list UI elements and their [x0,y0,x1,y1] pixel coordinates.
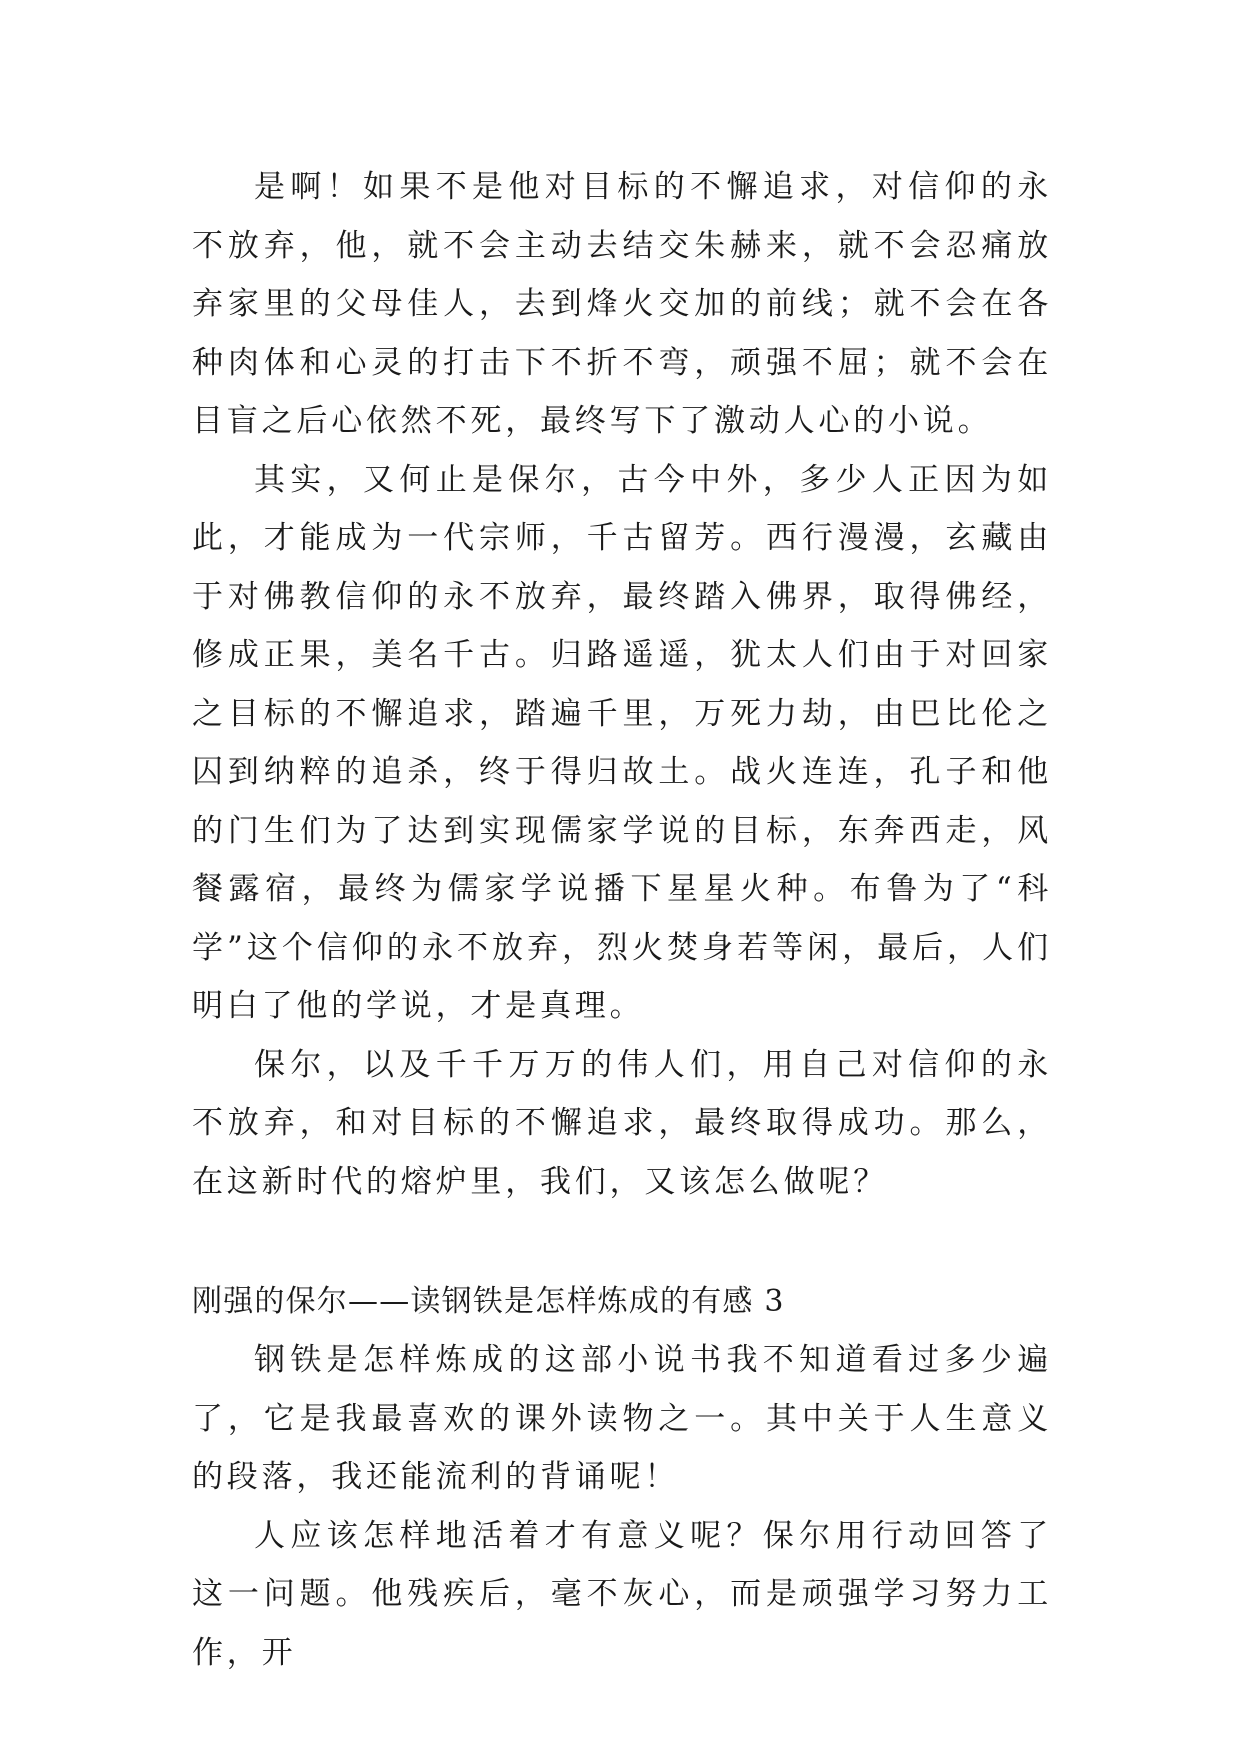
paragraph: 人应该怎样地活着才有意义呢？保尔用行动回答了这一问题。他残疾后，毫不灰心，而是顽强学习努力工作，开 [192,1517,1052,1671]
document-page [192,158,1052,1682]
paragraph: 保尔，以及千千万万的伟人们，用自己对信仰的永不放弃，和对目标的不懈追求，最终取得成功。那么，在这新时代的熔炉里，我们，又该怎么做呢？ [192,1046,1052,1200]
paragraph: 是啊！如果不是他对目标的不懈追求，对信仰的永不放弃，他，就不会主动去结交朱赫来，就不会忍痛放弃家里的父母佳人，去到烽火交加的前线；就不会在各种肉体和心灵的打击下不折不弯，顽强不屈；就不会在目盲之后心依然不死，最终写下了激动人心的小说。 [192,169,1052,439]
paragraph: 钢铁是怎样炼成的这部小说书我不知道看过多少遍了，它是我最喜欢的课外读物之一。其中关于人生意义的段落，我还能流利的背诵呢！ [192,1342,1052,1495]
section-title: 刚强的保尔——读钢铁是怎样炼成的有感 3 [192,1284,785,1319]
paragraph: 其实，又何止是保尔，古今中外，多少人正因为如此，才能成为一代宗师，千古留芳。西行漫漫，玄藏由于对佛教信仰的永不放弃，最终踏入佛界，取得佛经，修成正果，美名千古。归路遥遥，犹太人们由于对回家之目标的不懈追求，踏遍千里，万死力劫，由巴比伦之囚到纳粹的追杀，终于得归故土。战火连连，孔子和他的门生们为了达到实现儒家学说的目标，东奔西走，风餐露宿，最终为儒家学说播下星星火种。布鲁为了“科学”这个信仰的永不放弃，烈火焚身若等闲，最后，人们明白了他的学说，才是真理。 [192,461,1052,1024]
